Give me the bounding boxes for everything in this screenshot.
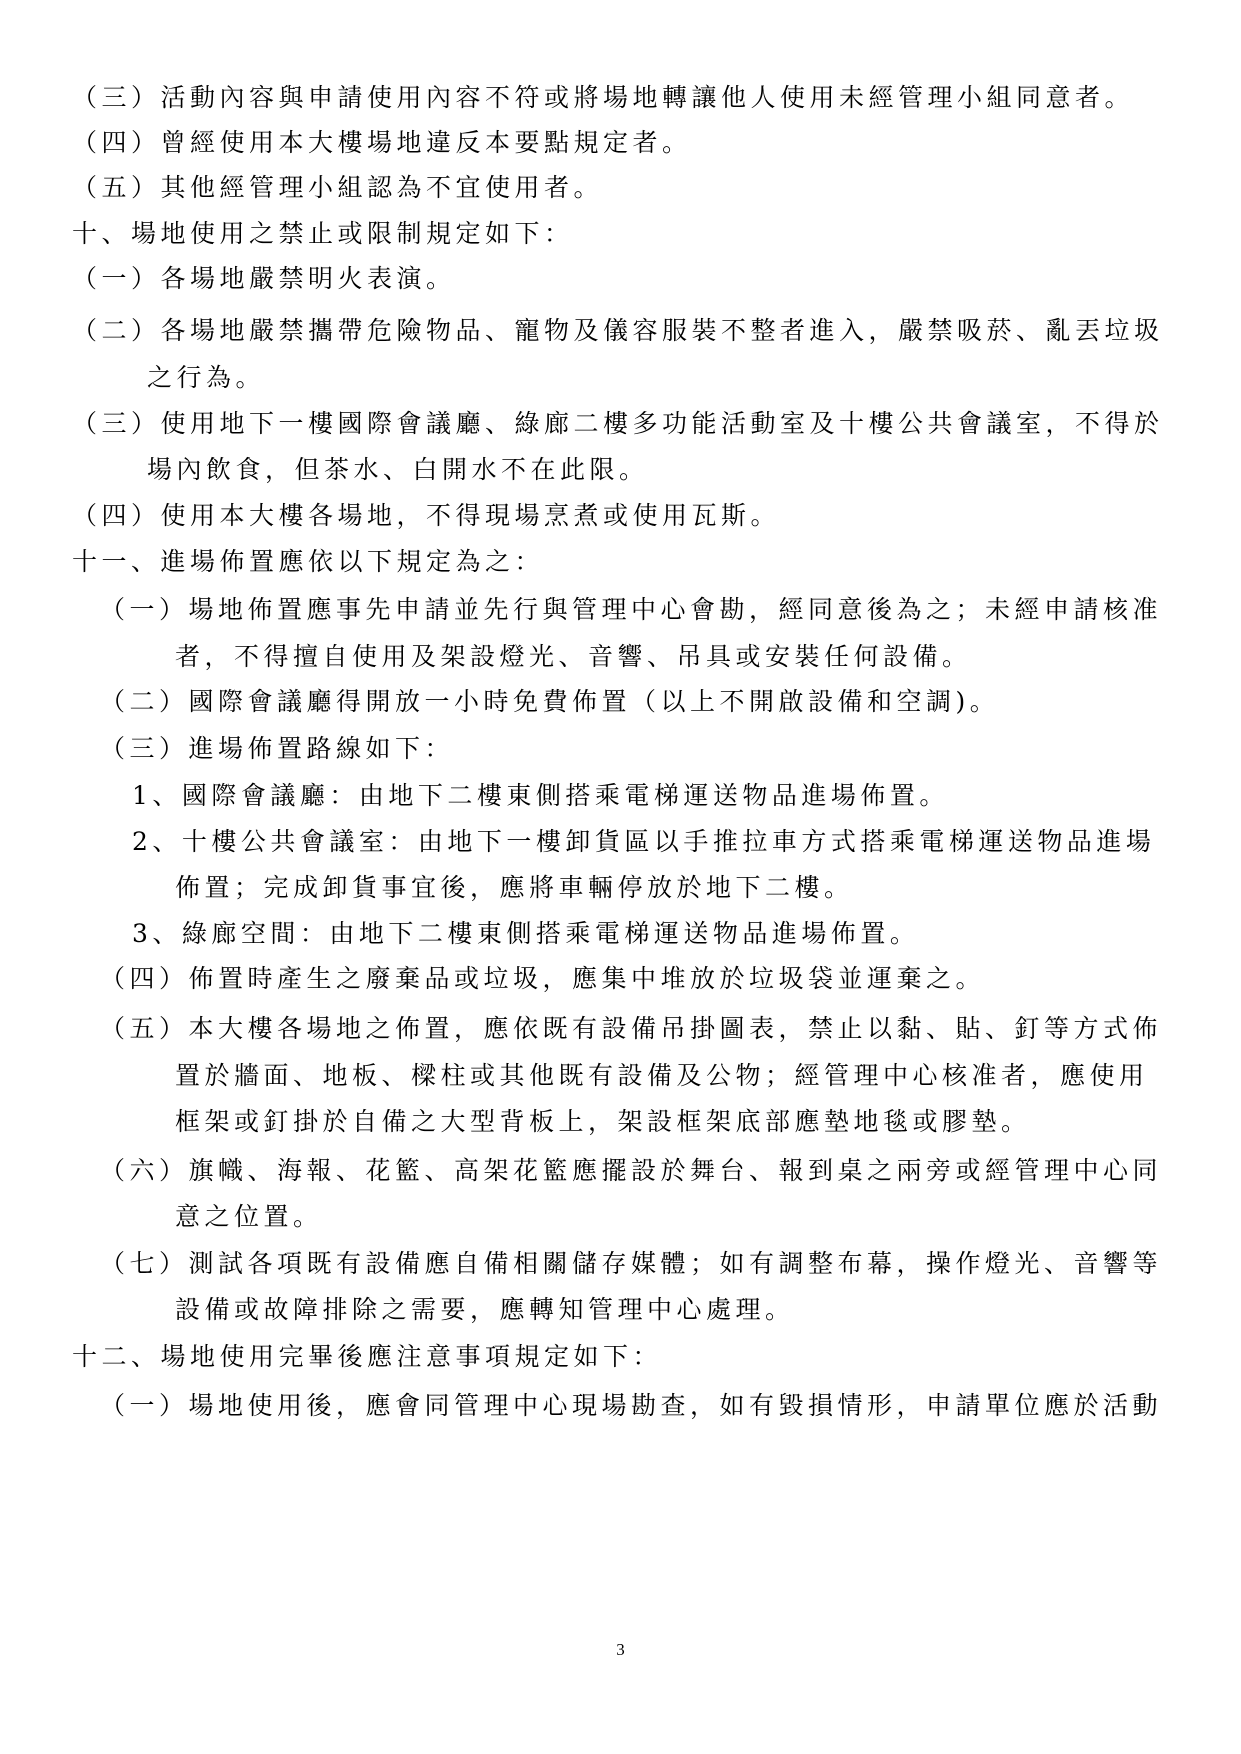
text-line: （六）旗幟、海報、花籃、高架花籃應擺設於舞台、報到桌之兩旁或經管理中心同 bbox=[100, 1156, 1163, 1185]
text-line: （五）本大樓各場地之佈置，應依既有設備吊掛圖表，禁止以黏、貼、釘等方式佈 bbox=[100, 1014, 1163, 1043]
text-line: 者，不得擅自使用及架設燈光、音響、吊具或安裝任何設備。 bbox=[175, 642, 972, 671]
text-line: 設備或故障排除之需要，應轉知管理中心處理。 bbox=[175, 1295, 795, 1324]
text-line: （四）使用本大樓各場地，不得現場烹煮或使用瓦斯。 bbox=[72, 501, 781, 530]
text-line: （二）各場地嚴禁攜帶危險物品、寵物及儀容服裝不整者進入，嚴禁吸菸、亂丟垃圾 bbox=[72, 316, 1164, 345]
text-line: （三）使用地下一樓國際會議廳、綠廊二樓多功能活動室及十樓公共會議室，不得於 bbox=[72, 409, 1164, 438]
text-line: （一）各場地嚴禁明火表演。 bbox=[72, 264, 456, 293]
section-heading: 十一、進場佈置應依以下規定為之： bbox=[72, 547, 545, 576]
text-line: （四）佈置時產生之廢棄品或垃圾，應集中堆放於垃圾袋並運棄之。 bbox=[100, 964, 986, 993]
text-line: 2、十樓公共會議室：由地下一樓卸貨區以手推拉車方式搭乘電梯運送物品進場 bbox=[132, 827, 1156, 856]
text-line: 意之位置。 bbox=[175, 1202, 323, 1231]
text-line: （五）其他經管理小組認為不宜使用者。 bbox=[72, 173, 604, 202]
page-number: 3 bbox=[616, 1640, 625, 1659]
text-line: 框架或釘掛於自備之大型背板上，架設框架底部應墊地毯或膠墊。 bbox=[175, 1107, 1031, 1136]
text-line: 場內飲食，但茶水、白開水不在此限。 bbox=[147, 455, 649, 484]
text-line: 之行為。 bbox=[147, 363, 266, 392]
section-heading: 十、場地使用之禁止或限制規定如下： bbox=[72, 219, 574, 248]
text-line: （一）場地使用後，應會同管理中心現場勘查，如有毀損情形，申請單位應於活動 bbox=[100, 1391, 1163, 1420]
text-line: 3、綠廊空間：由地下二樓東側搭乘電梯運送物品進場佈置。 bbox=[132, 919, 920, 948]
text-line: （三）進場佈置路線如下： bbox=[100, 734, 455, 763]
text-line: 佈置；完成卸貨事宜後，應將車輛停放於地下二樓。 bbox=[175, 873, 854, 902]
text-line: （三）活動內容與申請使用內容不符或將場地轉讓他人使用未經管理小組同意者。 bbox=[72, 83, 1135, 112]
text-line: 置於牆面、地板、樑柱或其他既有設備及公物；經管理中心核准者，應使用 bbox=[175, 1061, 1149, 1090]
text-line: （四）曾經使用本大樓場地違反本要點規定者。 bbox=[72, 128, 692, 157]
text-line: 1、國際會議廳：由地下二樓東側搭乘電梯運送物品進場佈置。 bbox=[132, 781, 949, 810]
text-line: （一）場地佈置應事先申請並先行與管理中心會勘，經同意後為之；未經申請核准 bbox=[100, 595, 1163, 624]
text-line: （二）國際會議廳得開放一小時免費佈置（以上不開啟設備和空調)。 bbox=[100, 687, 1000, 716]
section-heading: 十二、場地使用完畢後應注意事項規定如下： bbox=[72, 1342, 663, 1371]
text-line: （七）測試各項既有設備應自備相關儲存媒體；如有調整布幕，操作燈光、音響等 bbox=[100, 1249, 1163, 1278]
